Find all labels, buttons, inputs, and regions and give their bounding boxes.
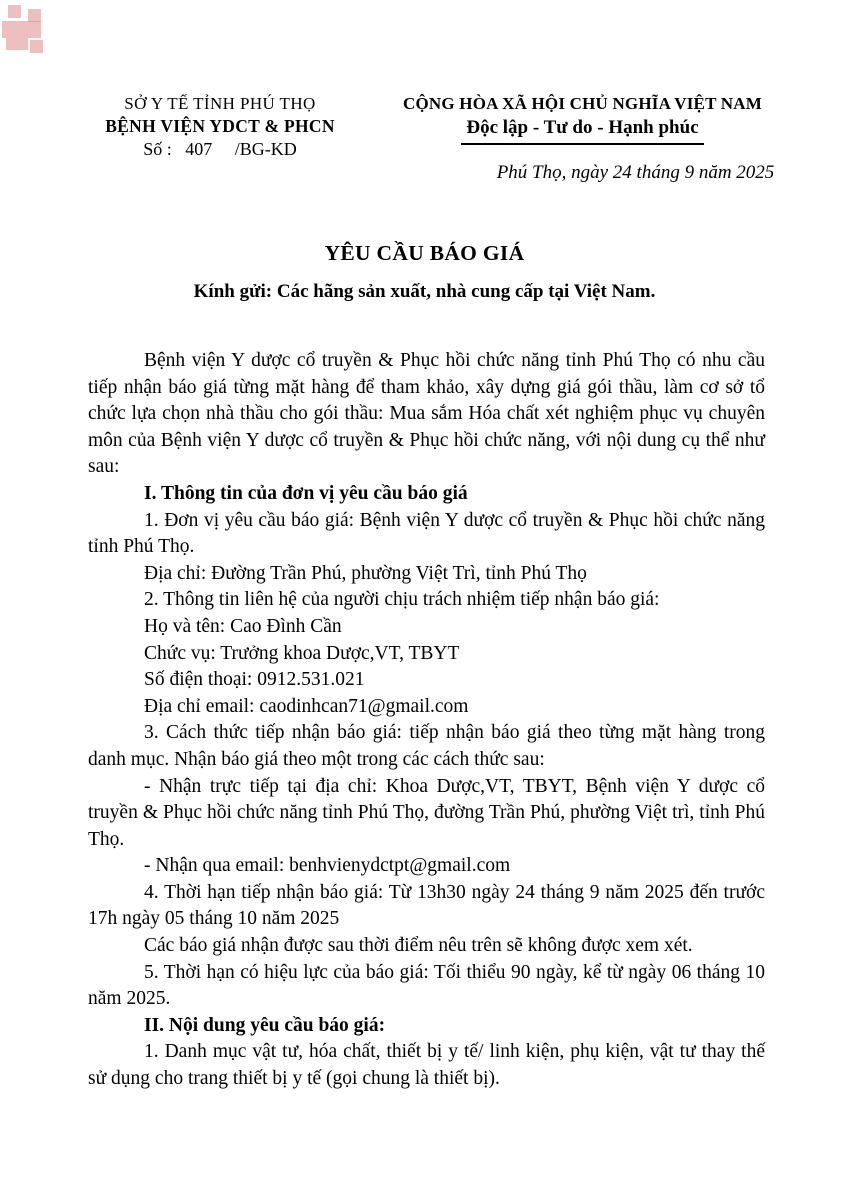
national-block — [370, 92, 795, 185]
section-heading: I. Thông tin của đơn vị yêu cầu báo giá — [144, 482, 468, 504]
document-title: YÊU CẦU BÁO GIÁ — [324, 241, 525, 265]
document-header — [0, 0, 849, 185]
issuer-organization: BỆNH VIỆN YDCT & PHCN — [105, 116, 335, 136]
paragraph: 3. Cách thức tiếp nhận báo giá: tiếp nhận báo giá theo từng mặt hàng trong danh mục. Nhận báo giá theo một trong các cách thức sau: — [88, 722, 765, 770]
paragraph: 1. Đơn vị yêu cầu báo giá: Bệnh viện Y dược cổ truyền & Phục hồi chức năng tỉnh Phú Thọ. — [88, 509, 765, 558]
paragraph: Địa chỉ: Đường Trần Phú, phường Việt Trì, tỉnh Phú Thọ — [144, 562, 587, 584]
document-body — [88, 348, 765, 1093]
paragraph: Địa chỉ email: caodinhcan71@gmail.com — [144, 695, 469, 717]
paragraph: Chức vụ: Trưởng khoa Dược,VT, TBYT — [144, 642, 460, 664]
paragraph: Số điện thoại: 0912.531.021 — [144, 669, 365, 691]
paragraph: - Nhận qua email: benhvienydctpt@gmail.com — [144, 855, 511, 877]
national-motto: Độc lập - Tư do - Hạnh phúc — [461, 116, 703, 145]
paragraph: - Nhận trực tiếp tại địa chỉ: Khoa Dược,VT, TBYT, Bệnh viện Y dược cổ truyền & Phục hồi chức năng tỉnh Phú Thọ, đường Trần Phú, phường Việt trì, tỉnh Phú Thọ. — [88, 775, 765, 850]
document-subtitle: Kính gửi: Các hãng sản xuất, nhà cung cấp tại Việt Nam. — [193, 281, 656, 302]
paragraph: 2. Thông tin liên hệ của người chịu trách nhiệm tiếp nhận báo giá: — [144, 589, 660, 611]
paragraph: Bệnh viện Y dược cổ truyền & Phục hồi chức năng tỉnh Phú Thọ có nhu cầu tiếp nhận báo giá từng mặt hàng để tham khảo, xây dựng giá gói thầu, làm cơ sở tổ chức lựa chọn nhà thầu cho gói thầu: Mua sắm Hóa chất xét nghiệm phục vụ chuyên môn của Bệnh viện Y dược cổ truyền & Phục hồi chức năng, với nội dung cụ thể như sau: — [88, 350, 765, 478]
national-title: CỘNG HÒA XÃ HỘI CHỦ NGHĨA VIỆT NAM — [403, 94, 762, 113]
paragraph: 4. Thời hạn tiếp nhận báo giá: Từ 13h30 ngày 24 tháng 9 năm 2025 đến trước 17h ngày 05 tháng 10 năm 2025 — [88, 881, 765, 930]
section-heading: II. Nội dung yêu cầu báo giá: — [144, 1014, 386, 1036]
paragraph: Họ và tên: Cao Đình Cần — [144, 615, 342, 637]
paragraph: 5. Thời hạn có hiệu lực của báo giá: Tối thiểu 90 ngày, kể từ ngày 06 tháng 10 năm 2025. — [88, 961, 765, 1010]
issuer-block — [70, 92, 370, 185]
document-number: Số : 407 /BG-KD — [143, 139, 297, 159]
issuer-department: SỞ Y TẾ TỈNH PHÚ THỌ — [124, 94, 316, 113]
paragraph: 1. Danh mục vật tư, hóa chất, thiết bị y tế/ linh kiện, phụ kiện, vật tư thay thế sử dụng cho trang thiết bị y tế (gọi chung là thiết bị). — [88, 1041, 765, 1090]
date-line: Phú Thọ, ngày 24 tháng 9 năm 2025 — [496, 162, 775, 183]
paragraph: Các báo giá nhận được sau thời điểm nêu trên sẽ không được xem xét. — [144, 935, 693, 957]
